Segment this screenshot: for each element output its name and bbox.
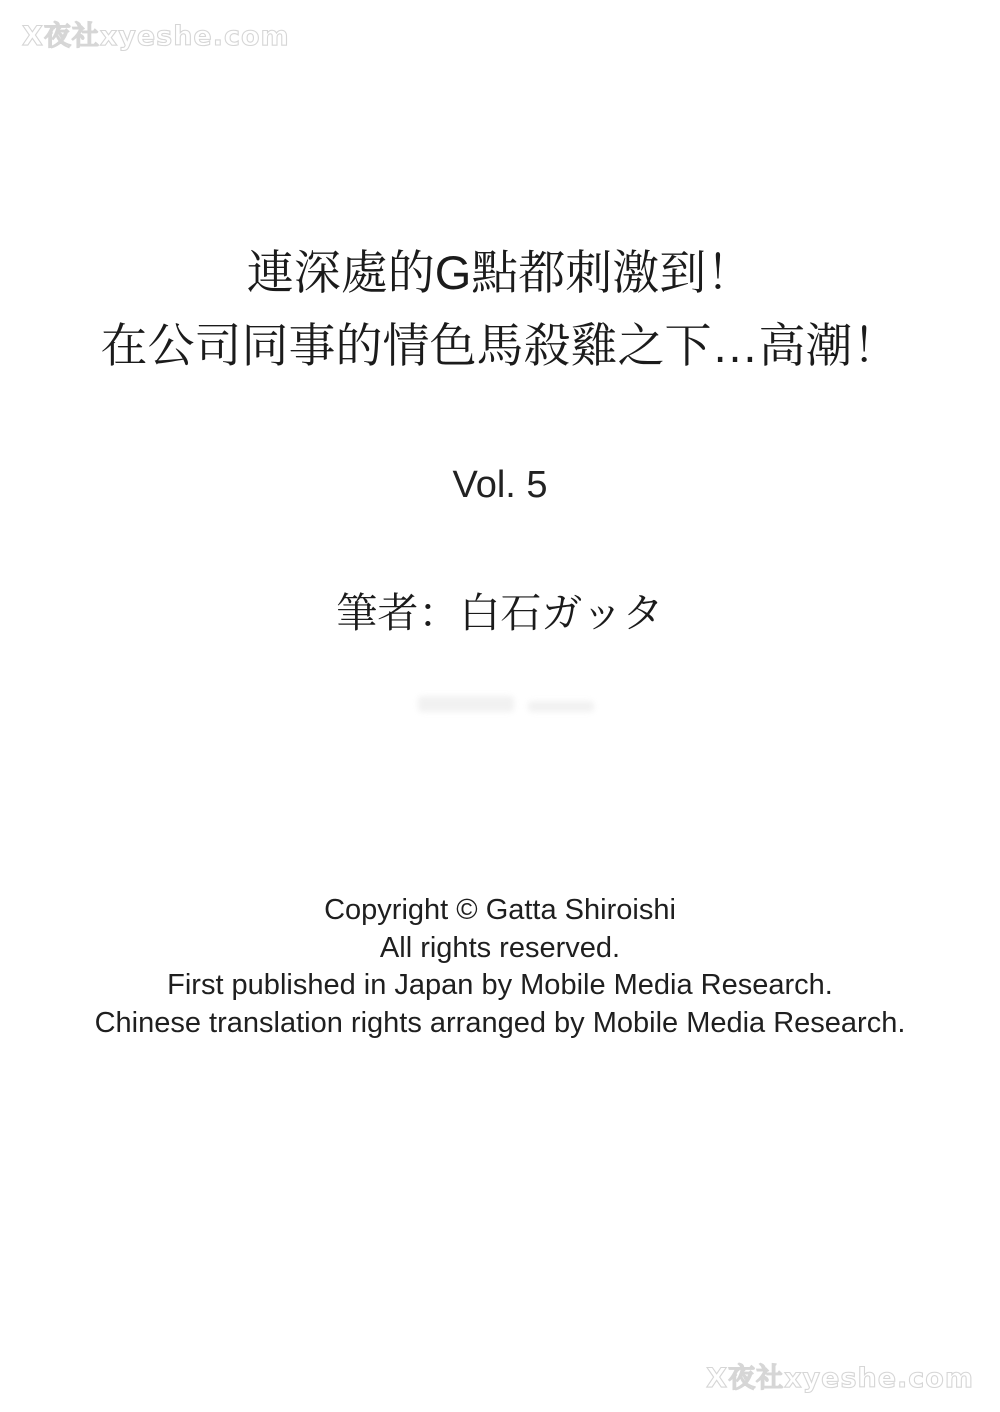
copyright-line: All rights reserved. — [379, 931, 621, 964]
copyright-line: First published in Japan by Mobile Media Research. — [167, 969, 833, 1001]
episode-title — [0, 236, 1000, 382]
volume-label: Vol. 5 — [452, 464, 548, 506]
site-watermark-bottom-right: X夜社xyeshe.com — [706, 1363, 974, 1394]
copyright-line: Chinese translation rights arranged by Mobile Media Research. — [94, 1006, 906, 1039]
faint-erased-text — [418, 696, 514, 712]
author-line: 筆者：白石ガッタ — [336, 590, 664, 636]
episode-title-line-1: 連深處的G點都刺激到！ — [246, 246, 754, 299]
site-watermark-top-left: X夜社xyeshe.com — [22, 21, 290, 52]
faint-erased-text — [528, 701, 594, 712]
copyright-line: Copyright © Gatta Shiroishi — [324, 894, 676, 926]
copyright-block — [0, 892, 1000, 1042]
episode-title-line-2: 在公司同事的情色馬殺雞之下…高潮！ — [100, 319, 900, 372]
